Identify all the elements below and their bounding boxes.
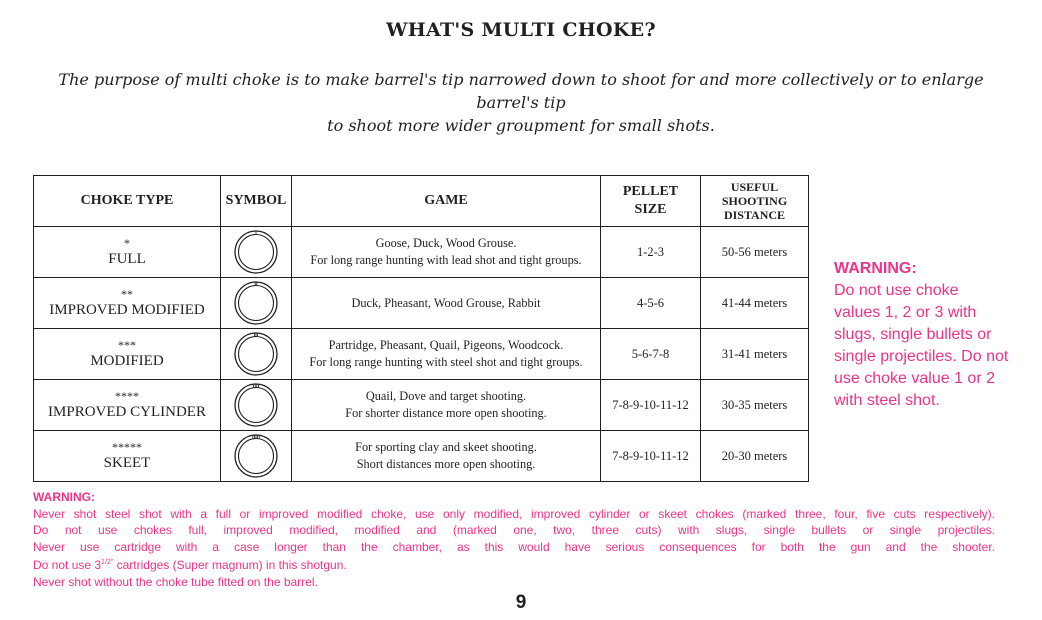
- choke-type-cell: [34, 329, 221, 380]
- table-row: [34, 278, 809, 329]
- game-line-1: For sporting clay and skeet shooting.: [355, 440, 537, 454]
- choke-name: FULL: [108, 251, 146, 267]
- choke-type-cell: [34, 278, 221, 329]
- choke-ring: [239, 388, 274, 423]
- pellet-size-cell: 1-2-3: [601, 227, 701, 278]
- header-game: GAME: [292, 176, 601, 227]
- pellet-size-cell: 7-8-9-10-11-12: [601, 380, 701, 431]
- table-row: [34, 329, 809, 380]
- choke-name: SKEET: [103, 455, 151, 471]
- game-line-2: Short distances more open shooting.: [356, 457, 536, 471]
- choke-ring: [239, 286, 274, 321]
- table-row: [34, 380, 809, 431]
- pellet-size-cell: 4-5-6: [601, 278, 701, 329]
- distance-cell: 41-44 meters: [701, 278, 809, 329]
- intro-line-1: The purpose of multi choke is to make barrel's tip narrowed down to shoot for and more collectively or to enlarge barrel's tip: [58, 70, 984, 112]
- game-cell: [292, 431, 601, 482]
- page-number: 9: [515, 592, 527, 613]
- choke-ring: [235, 333, 277, 375]
- warning-line-5: Never shot without the choke tube fitted on the barrel.: [33, 574, 318, 589]
- warning-line-3: Never use cartridge with a case longer than the chamber, as this would have serious consequences for both the gun and the shooter.: [33, 539, 995, 554]
- table-header-row: [34, 176, 809, 227]
- choke-stars: ***: [118, 338, 136, 352]
- game-line-1: Duck, Pheasant, Wood Grouse, Rabbit: [351, 295, 541, 310]
- choke-ring: [235, 231, 277, 273]
- game-line-1: Goose, Duck, Wood Grouse.: [375, 236, 517, 250]
- pellet-size-cell: 7-8-9-10-11-12: [601, 431, 701, 482]
- warning-line-2: Do not use chokes full, improved modified, modified and (marked one, two, three cuts) with slugs, single bullets or single projectiles.: [33, 523, 995, 537]
- header-useful-distance: [701, 176, 809, 227]
- choke-type-cell: [34, 227, 221, 278]
- game-line-1: Quail, Dove and target shooting.: [365, 389, 527, 403]
- distance-cell: 50-56 meters: [701, 227, 809, 278]
- choke-ring: [239, 337, 274, 372]
- choke-table: [33, 175, 809, 482]
- choke-stars: ****: [115, 389, 139, 403]
- header-pellet-line-2: SIZE: [634, 202, 667, 217]
- choke-ring: [235, 435, 277, 477]
- header-choke-type: CHOKE TYPE: [34, 176, 221, 227]
- table-row: [34, 431, 809, 482]
- intro-paragraph: [30, 68, 1012, 137]
- choke-ring-icon: [231, 331, 281, 377]
- side-warning: [834, 258, 1009, 412]
- intro-line-2: to shoot more wider groupment for small shots.: [327, 116, 715, 135]
- bottom-warning: [33, 489, 995, 590]
- distance-cell: 20-30 meters: [701, 431, 809, 482]
- choke-symbol-cell: [221, 329, 292, 380]
- choke-ring: [235, 282, 277, 324]
- warning-line-4-pre: Do not use 3: [33, 558, 102, 572]
- choke-stars: *****: [112, 440, 142, 454]
- choke-type-cell: [34, 380, 221, 431]
- game-cell: [292, 278, 601, 329]
- distance-cell: 30-35 meters: [701, 380, 809, 431]
- header-useful-line-3: DISTANCE: [723, 208, 786, 222]
- choke-type-cell: [34, 431, 221, 482]
- choke-ring-icon: [231, 229, 281, 275]
- header-symbol: SYMBOL: [221, 176, 292, 227]
- warning-line-4: [33, 555, 995, 574]
- game-cell: [292, 380, 601, 431]
- choke-name: MODIFIED: [90, 353, 164, 369]
- choke-ring: [239, 235, 274, 270]
- game-line-2: For long range hunting with steel shot and tight groups.: [309, 355, 583, 369]
- page-title: WHAT'S MULTI CHOKE?: [386, 19, 656, 41]
- side-warning-text: Do not use choke values 1, 2 or 3 with slugs, single bullets or single projectiles. Do not use choke value 1 or 2 with steel shot.: [834, 282, 1009, 409]
- warning-line-4-post: cartridges (Super magnum) in this shotgun.: [113, 558, 347, 572]
- choke-symbol-cell: [221, 380, 292, 431]
- choke-ring-icon: [231, 433, 281, 479]
- bottom-warning-label: WARNING:: [33, 490, 95, 504]
- choke-symbol-cell: [221, 278, 292, 329]
- warning-line-4-sup: 1/2": [101, 559, 114, 566]
- distance-cell: 31-41 meters: [701, 329, 809, 380]
- game-cell: [292, 227, 601, 278]
- choke-stars: **: [121, 287, 133, 301]
- choke-ring: [235, 384, 277, 426]
- game-cell: [292, 329, 601, 380]
- table-row: [34, 227, 809, 278]
- header-pellet-line-1: PELLET: [622, 184, 679, 199]
- header-useful-line-1: USEFUL: [730, 180, 779, 194]
- choke-name: IMPROVED MODIFIED: [49, 302, 205, 318]
- game-line-2: For long range hunting with lead shot and tight groups.: [310, 253, 582, 267]
- choke-ring-icon: [231, 382, 281, 428]
- header-pellet-size: [601, 176, 701, 227]
- choke-symbol-cell: [221, 227, 292, 278]
- choke-ring-icon: [231, 280, 281, 326]
- game-line-1: Partridge, Pheasant, Quail, Pigeons, Woodcock.: [328, 338, 564, 352]
- choke-name: IMPROVED CYLINDER: [48, 404, 206, 420]
- header-useful-line-2: SHOOTING: [721, 194, 788, 208]
- side-warning-label: WARNING:: [834, 260, 917, 277]
- choke-stars: *: [124, 236, 130, 250]
- choke-symbol-cell: [221, 431, 292, 482]
- choke-ring: [239, 439, 274, 474]
- warning-line-1: Never shot steel shot with a full or improved modified choke, use only modified, improved cylinder or skeet chokes (marked three, four, five cuts respectively).: [33, 506, 995, 521]
- game-line-2: For shorter distance more open shooting.: [345, 406, 547, 420]
- pellet-size-cell: 5-6-7-8: [601, 329, 701, 380]
